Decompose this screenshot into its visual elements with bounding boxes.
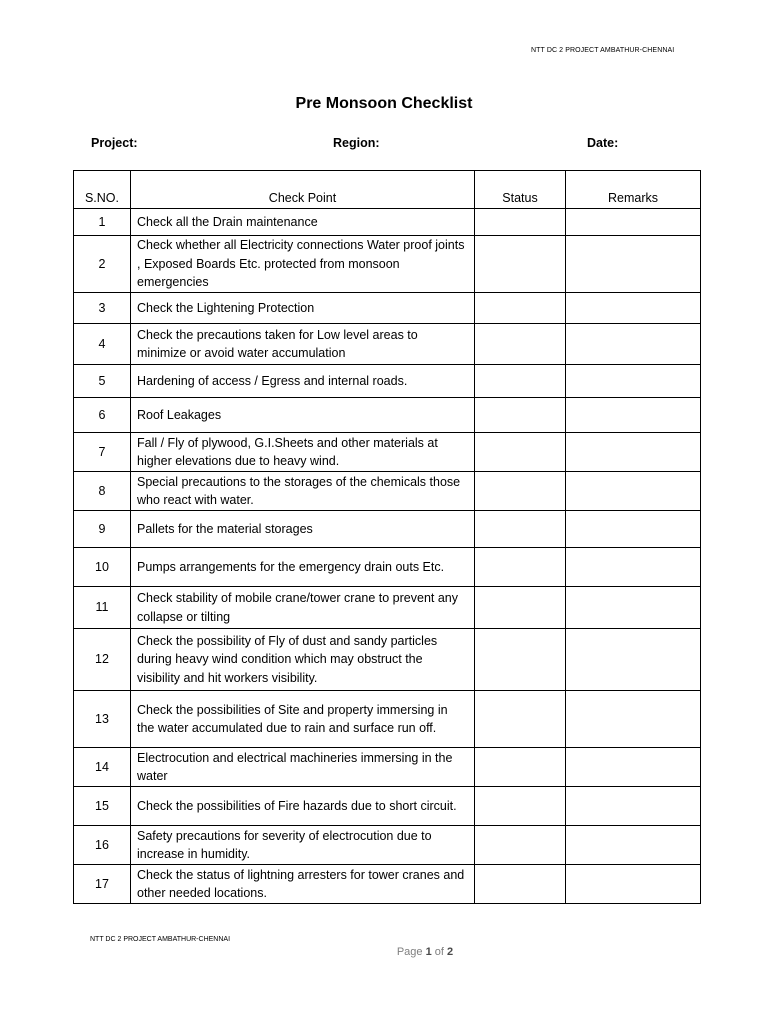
row-remarks-cell [566,433,701,472]
row-status-cell [475,293,566,324]
table-row [74,826,701,865]
row-status-cell [475,433,566,472]
table-row [74,787,701,826]
checklist-table [73,170,701,904]
table-row [74,433,701,472]
row-check-point: Pallets for the material storages [131,511,475,548]
row-sno: 17 [74,865,131,904]
row-status-cell [475,209,566,236]
row-check-point: Check the possibility of Fly of dust and sandy particles during heavy wind condition which may obstruct the visibility and hit workers visibility. [131,629,475,691]
row-sno: 11 [74,587,131,629]
row-remarks-cell [566,365,701,398]
row-check-point: Check the precautions taken for Low level areas to minimize or avoid water accumulation [131,324,475,365]
row-remarks-cell [566,629,701,691]
table-row [74,548,701,587]
row-check-point: Roof Leakages [131,398,475,433]
table-row [74,398,701,433]
table-row [74,324,701,365]
column-header-status: Status [475,171,566,209]
table-row [74,293,701,324]
row-check-point: Check the status of lightning arresters for tower cranes and other needed locations. [131,865,475,904]
row-sno: 1 [74,209,131,236]
row-sno: 6 [74,398,131,433]
row-remarks-cell [566,472,701,511]
row-remarks-cell [566,324,701,365]
row-remarks-cell [566,826,701,865]
table-row [74,209,701,236]
row-remarks-cell [566,548,701,587]
row-remarks-cell [566,293,701,324]
row-sno: 10 [74,548,131,587]
row-remarks-cell [566,748,701,787]
row-sno: 3 [74,293,131,324]
row-check-point: Check the possibilities of Site and property immersing in the water accumulated due to rain and surface run off. [131,691,475,748]
table-row [74,748,701,787]
row-check-point: Check the possibilities of Fire hazards due to short circuit. [131,787,475,826]
column-header-sno: S.NO. [74,171,131,209]
row-status-cell [475,748,566,787]
page-prefix: Page [396,946,423,958]
row-sno: 9 [74,511,131,548]
row-status-cell [475,691,566,748]
row-status-cell [475,548,566,587]
page-of: of [434,946,444,958]
table-row [74,865,701,904]
row-status-cell [475,398,566,433]
row-sno: 4 [74,324,131,365]
column-header-remarks: Remarks [566,171,701,209]
row-check-point: Fall / Fly of plywood, G.I.Sheets and other materials at higher elevations due to heavy wind. [131,433,475,472]
header-note: NTT DC 2 PROJECT AMBATHUR-CHENNAI [531,47,675,54]
row-remarks-cell [566,691,701,748]
row-sno: 8 [74,472,131,511]
checklist-rows [74,209,701,904]
row-check-point: Hardening of access / Egress and internal roads. [131,365,475,398]
date-label: Date: [587,136,619,150]
row-check-point: Check whether all Electricity connections Water proof joints , Exposed Boards Etc. protected from monsoon emergencies [131,236,475,293]
table-row [74,587,701,629]
page-number [0,946,768,958]
row-sno: 2 [74,236,131,293]
table-row [74,365,701,398]
row-status-cell [475,629,566,691]
row-status-cell [475,865,566,904]
table-row [74,511,701,548]
row-check-point: Electrocution and electrical machineries immersing in the water [131,748,475,787]
table-row [74,629,701,691]
table-row [74,236,701,293]
row-check-point: Pumps arrangements for the emergency drain outs Etc. [131,548,475,587]
page-title: Pre Monsoon Checklist [295,95,473,112]
row-status-cell [475,365,566,398]
row-sno: 14 [74,748,131,787]
row-status-cell [475,587,566,629]
row-sno: 5 [74,365,131,398]
row-status-cell [475,511,566,548]
row-status-cell [475,324,566,365]
row-check-point: Check all the Drain maintenance [131,209,475,236]
row-sno: 16 [74,826,131,865]
row-sno: 12 [74,629,131,691]
row-remarks-cell [566,209,701,236]
footer-note: NTT DC 2 PROJECT AMBATHUR-CHENNAI [90,936,231,943]
row-status-cell [475,472,566,511]
row-check-point: Check the Lightening Protection [131,293,475,324]
row-remarks-cell [566,787,701,826]
row-remarks-cell [566,398,701,433]
column-header-check-point: Check Point [131,171,475,209]
row-remarks-cell [566,865,701,904]
row-sno: 7 [74,433,131,472]
row-check-point: Special precautions to the storages of the chemicals those who react with water. [131,472,475,511]
table-row [74,472,701,511]
row-status-cell [475,826,566,865]
row-status-cell [475,787,566,826]
page-current: 1 [425,946,432,958]
table-header-row [74,171,701,209]
row-remarks-cell [566,511,701,548]
row-check-point: Safety precautions for severity of electrocution due to increase in humidity. [131,826,475,865]
row-remarks-cell [566,587,701,629]
page-total: 2 [447,946,454,958]
row-sno: 13 [74,691,131,748]
region-label: Region: [333,136,380,150]
row-sno: 15 [74,787,131,826]
row-check-point: Check stability of mobile crane/tower crane to prevent any collapse or tilting [131,587,475,629]
row-status-cell [475,236,566,293]
project-label: Project: [91,136,138,150]
table-row [74,691,701,748]
row-remarks-cell [566,236,701,293]
